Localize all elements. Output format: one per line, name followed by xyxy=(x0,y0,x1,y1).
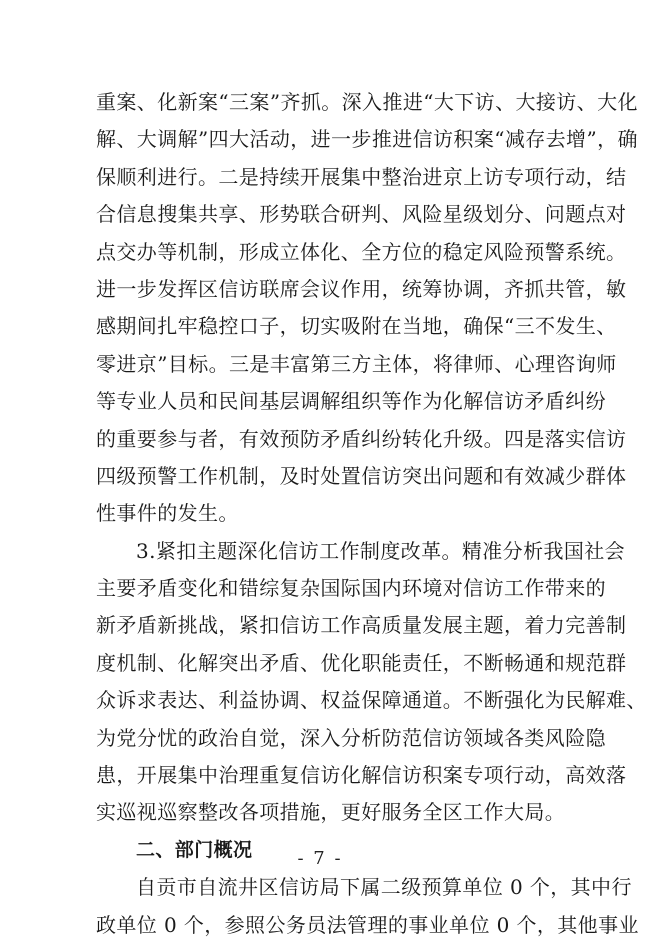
page-number: - 7 - xyxy=(297,848,343,869)
text-line: 自贡市自流井区信访局下属二级预算单位 0 个，其中行 xyxy=(136,875,632,900)
text-line: 主要矛盾变化和错综复杂国际国内环境对信访工作带来的 xyxy=(96,576,606,601)
text-line: 新矛盾新挑战，紧扣信访工作高质量发展主题，着力完善制 xyxy=(96,613,627,638)
text-line: 重案、化新案“三案”齐抓。深入推进“大下访、大接访、大化 xyxy=(96,90,638,114)
text-line: 众诉求表达、利益协调、权益保障通道。不断强化为民解难、 xyxy=(96,688,647,713)
text-line: 3.紧扣主题深化信访工作制度改革。精准分析我国社会 xyxy=(136,538,626,563)
text-line: 实巡视巡察整改各项措施，更好服务全区工作大局。 xyxy=(96,800,566,825)
body-text xyxy=(96,84,647,944)
text-line: 的重要参与者，有效预防矛盾纠纷转化升级。四是落实信访 xyxy=(96,426,627,451)
text-line: 保顺利进行。二是持续开展集中整治进京上访专项行动，结 xyxy=(96,164,627,189)
text-line: 性事件的发生。 xyxy=(96,501,239,526)
section-heading: 二、部门概况 xyxy=(136,838,253,861)
text-line: 感期间扎牢稳控口子，切实吸附在当地，确保“三不发生、 xyxy=(96,314,617,339)
text-line: 度机制、化解突出矛盾、优化职能责任，不断畅通和规范群 xyxy=(96,650,627,675)
text-line: 解、大调解”四大活动，进一步推进信访积案“减存去增”，确 xyxy=(96,127,638,152)
text-line: 零进京”目标。三是丰富第三方主体，将律师、心理咨询师 xyxy=(96,351,617,376)
text-line: 政单位 0 个，参照公务员法管理的事业单位 0 个，其他事业 xyxy=(96,912,639,937)
text-line: 四级预警工作机制，及时处置信访突出问题和有效减少群体 xyxy=(96,463,627,488)
text-line: 患，开展集中治理重复信访化解信访积案专项行动，高效落 xyxy=(96,763,627,788)
text-line: 为党分忧的政治自觉，深入分析防范信访领域各类风险隐 xyxy=(96,725,606,750)
text-line: 合信息搜集共享、形势联合研判、风险星级划分、问题点对 xyxy=(96,202,627,227)
text-line: 进一步发挥区信访联席会议作用，统筹协调，齐抓共管，敏 xyxy=(96,276,627,301)
text-line: 点交办等机制，形成立体化、全方位的稳定风险预警系统。 xyxy=(96,239,627,264)
text-line: 等专业人员和民间基层调解组织等作为化解信访矛盾纠纷 xyxy=(96,389,606,414)
